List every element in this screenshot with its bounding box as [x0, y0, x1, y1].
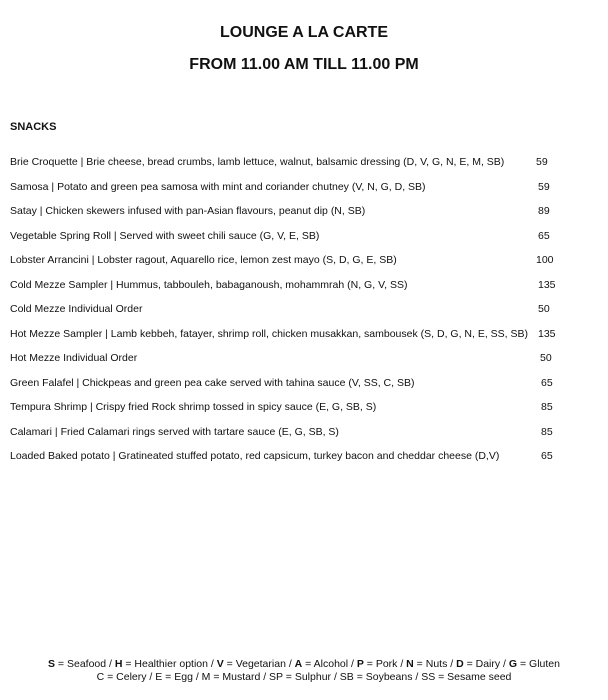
menu-item-description: Loaded Baked potato | Gratineated stuffed potato, red capsicum, turkey bacon and cheddar cheese (D,V): [10, 450, 500, 462]
menu-item-description: Hot Mezze Sampler | Lamb kebbeh, fatayer, shrimp roll, chicken musakkan, sambousek (S, D, G, N, E, SS, SB): [10, 327, 529, 340]
menu-item-price: 135: [538, 327, 556, 340]
legend-code: A: [294, 658, 303, 670]
menu-item-description: Tempura Shrimp | Crispy fried Rock shrimp tossed in spicy sauce (E, G, SB, S): [10, 401, 377, 413]
legend-code: N: [406, 658, 414, 670]
menu-item: [0, 155, 608, 180]
menu-item: [0, 376, 608, 401]
menu-item: [0, 253, 608, 278]
menu-item-price: 85: [541, 401, 553, 413]
allergen-legend-line-1: [0, 658, 608, 671]
legend-meaning: = Healthier option /: [122, 658, 217, 670]
menu-item-price: 135: [538, 278, 556, 291]
menu-item: [0, 278, 608, 303]
menu-item-description: Hot Mezze Individual Order: [10, 352, 138, 364]
legend-code: S: [48, 658, 56, 670]
menu-item-price: 65: [541, 376, 553, 389]
legend-meaning: = Pork /: [363, 658, 407, 670]
menu-item-price: 65: [541, 450, 553, 462]
legend-meaning: = Nuts /: [413, 658, 457, 670]
menu-items-list: [0, 155, 608, 474]
menu-title: LOUNGE A LA CARTE: [220, 24, 388, 41]
menu-item: [0, 351, 608, 376]
menu-item-price: 59: [536, 156, 548, 168]
menu-item: [0, 180, 608, 205]
menu-item-description: Calamari | Fried Calamari rings served with tartare sauce (E, G, SB, S): [10, 425, 339, 438]
menu-item-price: 100: [536, 254, 554, 266]
menu-item-description: Cold Mezze Individual Order: [10, 303, 143, 315]
legend-meaning: = Seafood /: [55, 658, 115, 670]
legend-meaning: = Dairy /: [463, 658, 509, 670]
menu-item: [0, 449, 608, 474]
menu-item: [0, 327, 608, 352]
menu-item-price: 85: [541, 425, 553, 438]
menu-item-description: Cold Mezze Sampler | Hummus, tabbouleh, babaganoush, mohammrah (N, G, V, SS): [10, 278, 408, 291]
menu-item-description: Samosa | Potato and green pea samosa with mint and coriander chutney (V, N, G, D, SB): [10, 180, 426, 193]
legend-meaning: = Gluten: [517, 658, 560, 670]
menu-item: [0, 204, 608, 229]
allergen-legend-line-2: C = Celery / E = Egg / M = Mustard / SP = Sulphur / SB = Soybeans / SS = Sesame seed: [96, 671, 512, 683]
menu-hours: FROM 11.00 AM TILL 11.00 PM: [189, 56, 419, 73]
legend-meaning: = Vegetarian /: [223, 658, 295, 670]
menu-item-price: 50: [540, 352, 552, 364]
menu-item-description: Lobster Arrancini | Lobster ragout, Aquarello rice, lemon zest mayo (S, D, G, E, SB): [10, 254, 397, 266]
legend-code: P: [356, 658, 364, 670]
legend-code: D: [456, 658, 464, 670]
menu-item: [0, 229, 608, 254]
menu-item-description: Green Falafel | Chickpeas and green pea cake served with tahina sauce (V, SS, C, SB): [10, 376, 415, 389]
menu-item: [0, 302, 608, 327]
menu-item-description: Brie Croquette | Brie cheese, bread crumbs, lamb lettuce, walnut, balsamic dressing (D, V, G, N, E, M, SB): [10, 156, 505, 168]
legend-code: V: [216, 658, 224, 670]
legend-code: H: [114, 658, 123, 670]
legend-code: G: [508, 658, 518, 670]
allergen-legend: [0, 658, 608, 684]
menu-item-description: Vegetable Spring Roll | Served with sweet chili sauce (G, V, E, SB): [10, 229, 320, 242]
menu-item: [0, 400, 608, 425]
legend-meaning: = Alcohol /: [302, 658, 357, 670]
menu-item-description: Satay | Chicken skewers infused with pan-Asian flavours, peanut dip (N, SB): [10, 205, 366, 217]
menu-item: [0, 425, 608, 450]
menu-item-price: 59: [538, 180, 550, 193]
section-title-snacks: SNACKS: [10, 121, 57, 133]
menu-item-price: 65: [538, 229, 550, 242]
menu-item-price: 89: [538, 205, 550, 217]
menu-item-price: 50: [538, 303, 550, 315]
